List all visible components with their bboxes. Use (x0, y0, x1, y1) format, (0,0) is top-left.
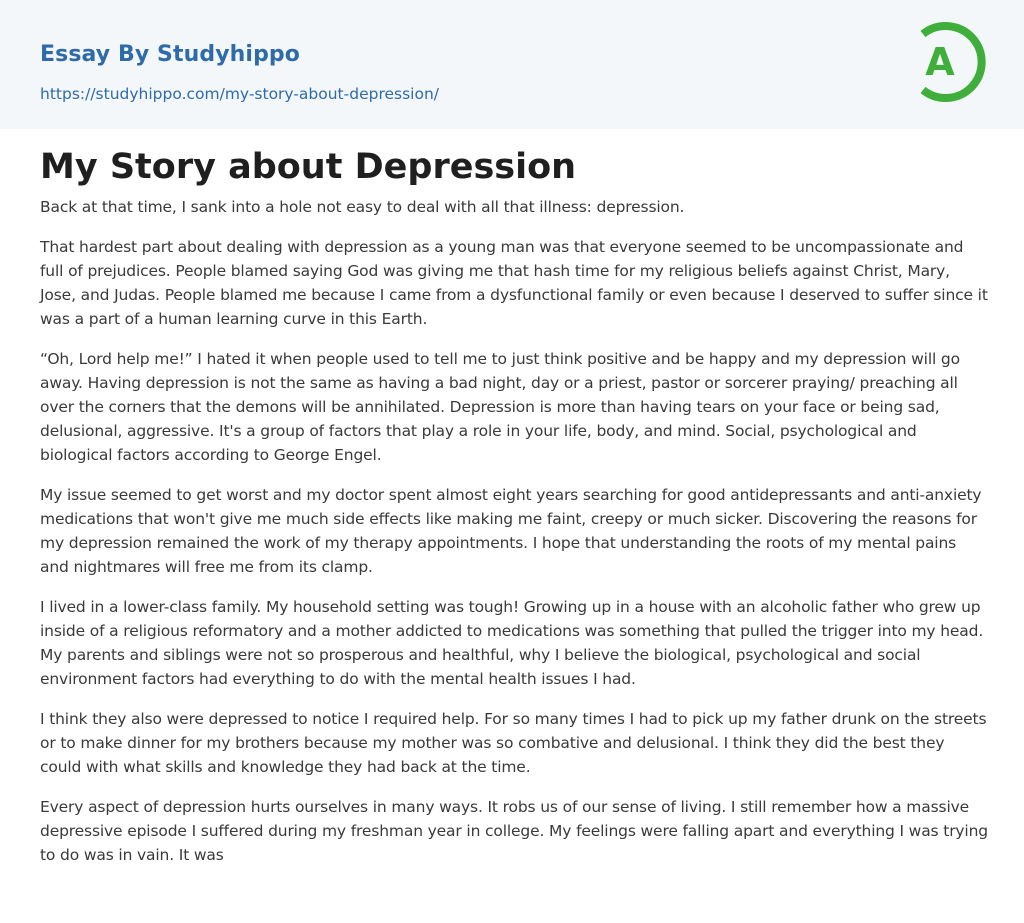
logo-letter: A (925, 40, 955, 84)
essay-paragraph-2: That hardest part about dealing with depression as a young man was that everyone seemed to be uncompassionate and full of prejudices. People blamed saying God was giving me that hash time for my religious beliefs against Christ, Mary, Jose, and Judas. People blamed me because I came from a dysfunctional family or even because I deserved to suffer since it was a part of a human learning curve in this Earth. (40, 238, 988, 328)
essay-url-link[interactable]: https://studyhippo.com/my-story-about-depression/ (40, 85, 439, 103)
essay-title: My Story about Depression (40, 147, 577, 187)
essay-paragraph-6: I think they also were depressed to notice I required help. For so many times I had to pick up my father drunk on the streets or to make dinner for my brothers because my mother was so combative and delusional. I think they did the best they could with what skills and knowledge they had back at the time. (40, 710, 987, 776)
essay-article (40, 145, 988, 883)
site-header (0, 0, 1024, 129)
essay-paragraph-7: Every aspect of depression hurts ourselves in many ways. It robs us of our sense of living. I still remember how a massive depressive episode I suffered during my freshman year in college. My feelings were falling apart and everything I was trying to do was in vain. It was (40, 798, 988, 864)
essay-paragraph-1: Back at that time, I sank into a hole not easy to deal with all that illness: depression. (40, 198, 685, 216)
essay-paragraph-3: “Oh, Lord help me!” I hated it when people used to tell me to just think positive and be happy and my depression will go away. Having depression is not the same as having a bad night, day or a priest, pastor or sorcerer praying/ preaching all over the corners that the demons will be annihilated. Depression is more than having tears on your face or being sad, delusional, aggressive. It's a group of factors that play a role in your life, body, and mind. Social, psychological and biological factors according to George Engel. (40, 350, 960, 464)
site-brand[interactable]: Essay By Studyhippo (40, 42, 300, 67)
essay-paragraph-5: I lived in a lower-class family. My household setting was tough! Growing up in a house with an alcoholic father who grew up inside of a religious reformatory and a mother addicted to medications was something that pulled the trigger into my head. My parents and siblings were not so prosperous and healthful, why I believe the biological, psychological and social environment factors had everything to do with the mental health issues I had. (40, 598, 984, 688)
studyhippo-logo-icon[interactable] (912, 19, 986, 105)
essay-paragraph-4: My issue seemed to get worst and my doctor spent almost eight years searching for good antidepressants and anti-anxiety medications that won't give me much side effects like making me faint, creepy or much sicker. Discovering the reasons for my depression remained the work of my therapy appointments. I hope that understanding the roots of my mental pains and nightmares will free me from its clamp. (40, 486, 982, 576)
